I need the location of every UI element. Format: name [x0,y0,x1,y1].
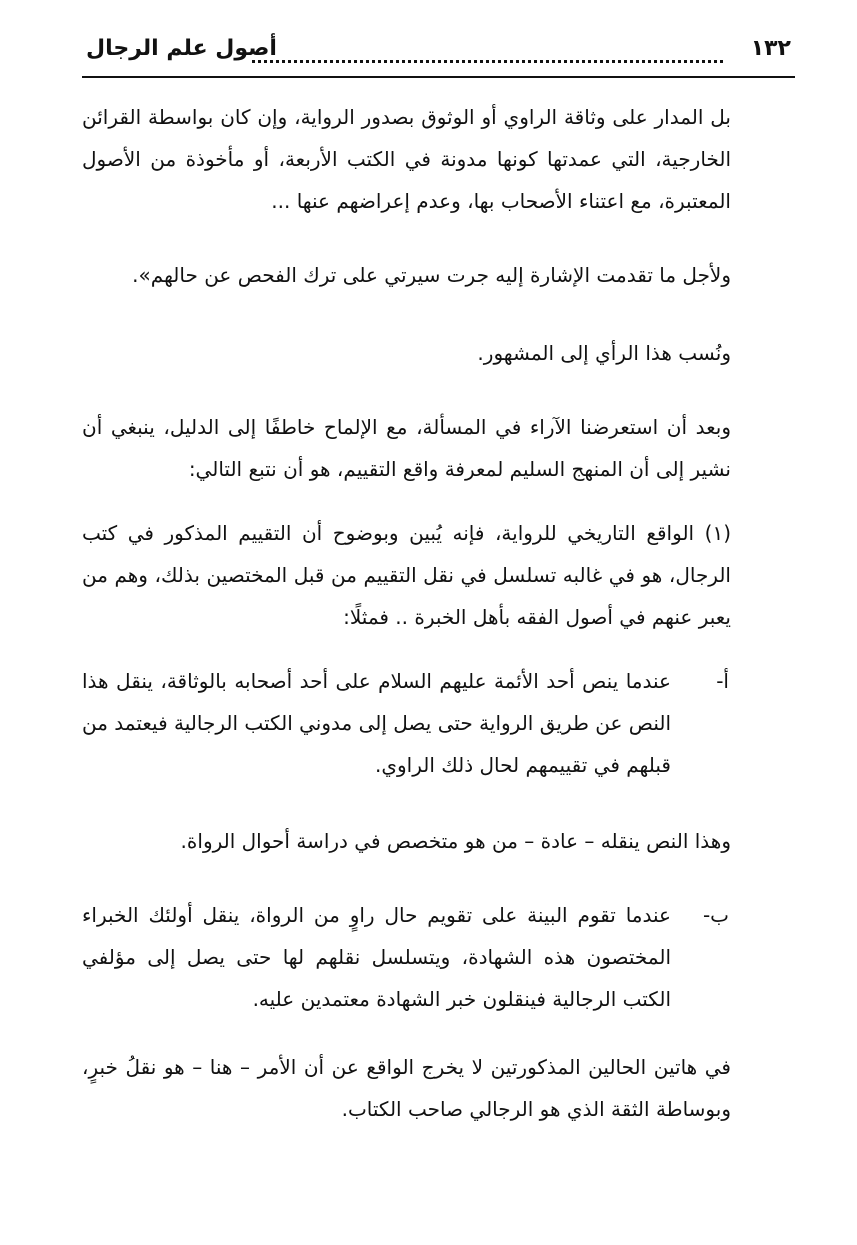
paragraph-attribution: ونُسب هذا الرأي إلى المشهور. [477,341,731,365]
paragraph-quote-end: ولأجل ما تقدمت الإشارة إليه جرت سيرتي على ترك الفحص عن حالهم». [132,263,731,287]
list-item [82,660,729,786]
paragraph-method-intro: وبعد أن استعرضنا الآراء في المسألة، مع الإلماح خاطفًا إلى الدليل، ينبغي أن نشير إلى أن المنهج السليم لمعرفة واقع التقييم، هو أن نتبع التالي: [82,415,731,481]
list-item [82,894,729,1020]
list-item-text: عندما تقوم البينة على تقويم حال راوٍ من الرواة، ينقل أولئك الخبراء المختصون هذه الشهادة، ويتسلسل نقلهم لها حتى يصل إلى مؤلفي الكتب الرجالية فينقلون خبر الشهادة معتمدين عليه. [82,903,671,1011]
list-item-letter: أ- [716,669,729,693]
list-item-letter: ب- [702,903,729,927]
paragraph-quote-continuation: بل المدار على وثاقة الراوي أو الوثوق بصدور الرواية، وإن كان بواسطة القرائن الخارجية، التي عمدتها كونها مدونة في الكتب الأربعة، أو مأخوذة من الأصول المعتبرة، مع اعتناء الأصحاب بها، وعدم إعراضهم عنها ... [82,105,731,213]
list-item-text: عندما ينص أحد الأئمة عليهم السلام على أحد أصحابه بالوثاقة، ينقل هذا النص عن طريق الرواية حتى يصل إلى مدوني الكتب الرجالية فيعتمد من قبلهم في تقييمهم لحال ذلك الراوي. [82,669,671,777]
paragraph-point-one: (١) الواقع التاريخي للرواية، فإنه يُبين وبوضوح أن التقييم المذكور في كتب الرجال، هو في غالبه تسلسل في نقل التقييم من قبل المختصين بذلك، وهم من يعبر عنهم في أصول الفقه بأهل الخبرة .. فمثلًا: [82,521,731,629]
running-header [82,34,795,78]
paragraph-transmission-note: وهذا النص ينقله – عادة – من هو متخصص في دراسة أحوال الرواة. [180,829,731,853]
header-title: أصول علم الرجال [86,36,277,61]
page-number: ١٣٢ [750,36,791,61]
paragraph-conclusion: في هاتين الحالين المذكورتين لا يخرج الواقع عن أن الأمر – هنا – هو نقلُ خبرٍ، وبوساطة الثقة الذي هو الرجالي صاحب الكتاب. [82,1055,731,1121]
header-leader-dots [252,44,723,63]
